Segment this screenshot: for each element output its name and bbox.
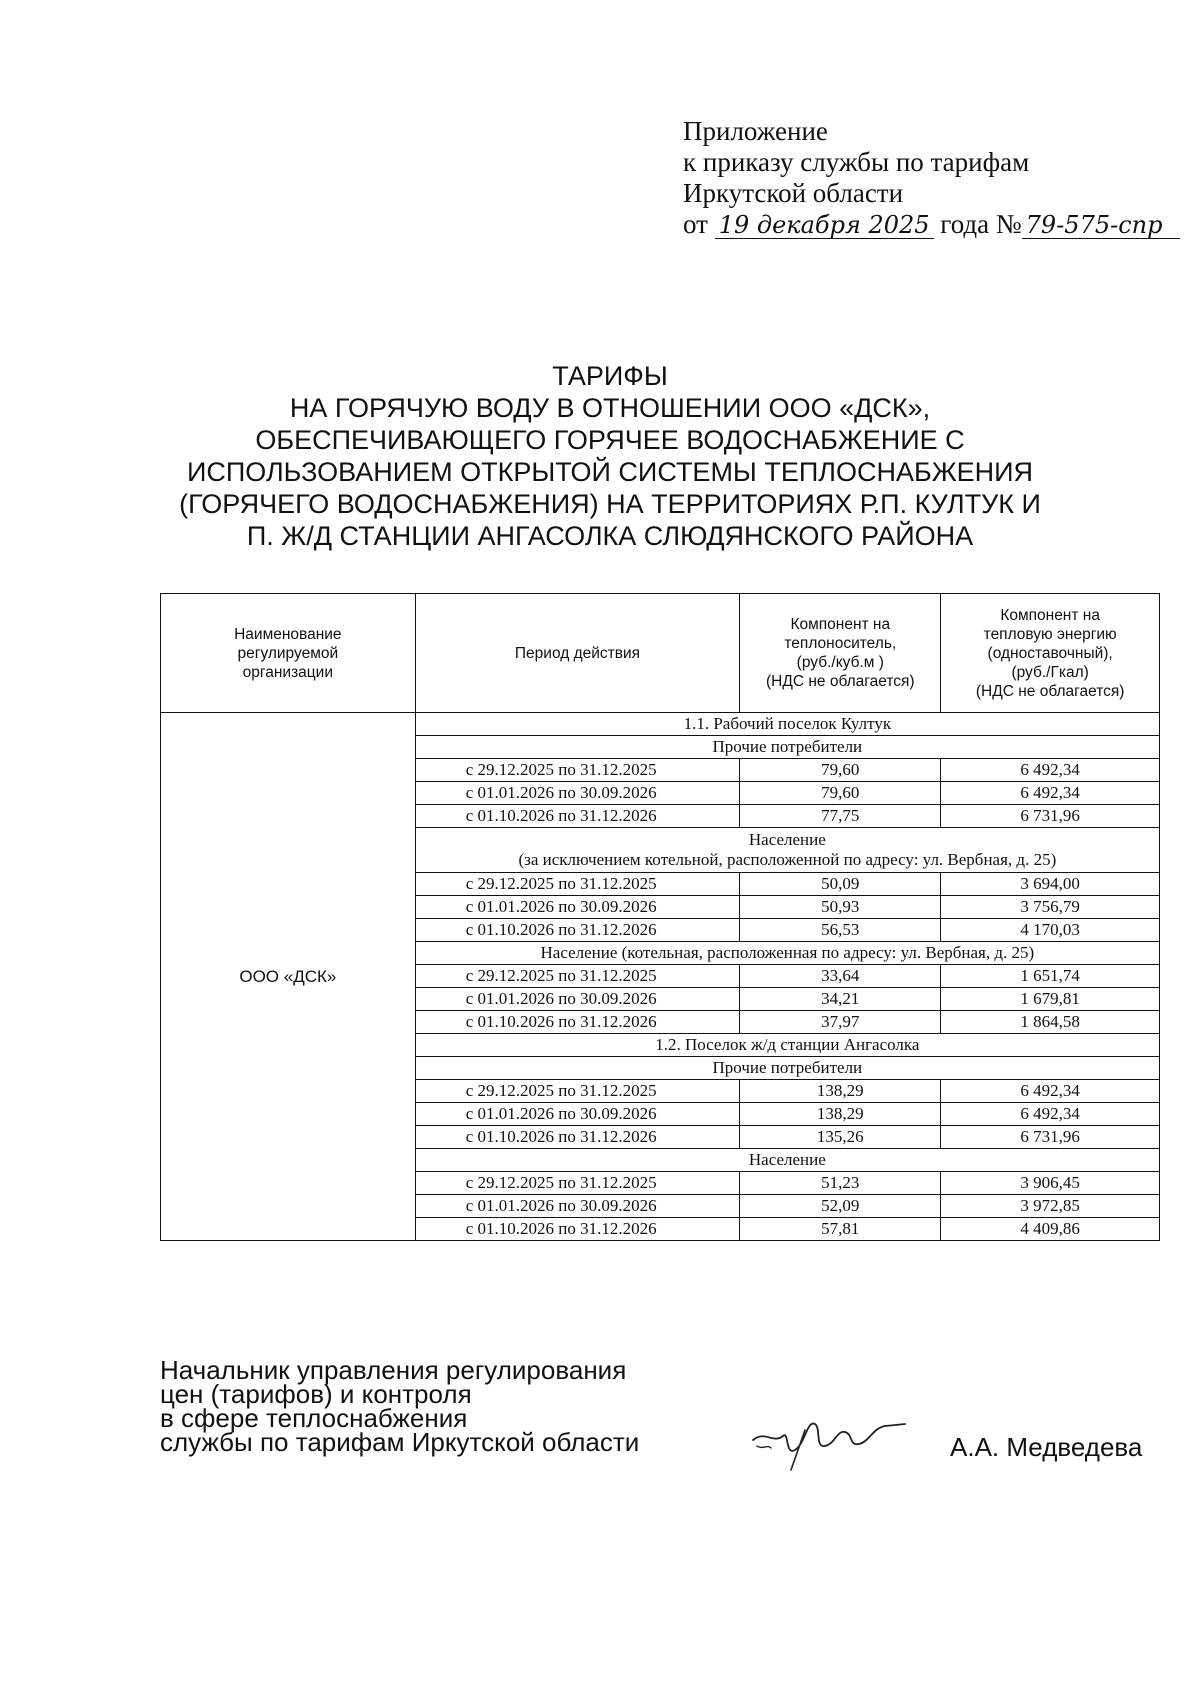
- coolant-cell: 77,75: [740, 805, 941, 828]
- header-period: Период действия: [415, 594, 740, 713]
- period-cell: с 01.01.2026 по 30.09.2026: [415, 782, 740, 805]
- energy-cell: 6 492,34: [941, 1103, 1160, 1126]
- coolant-cell: 52,09: [740, 1195, 941, 1218]
- energy-cell: 3 694,00: [941, 873, 1160, 896]
- period-cell: с 29.12.2025 по 31.12.2025: [415, 1172, 740, 1195]
- period-cell: с 01.10.2026 по 31.12.2026: [415, 1011, 740, 1034]
- section-heading-line: (за исключением котельной, расположенной по адресу: ул. Вербная, д. 25): [518, 850, 1057, 869]
- appendix-line-2: к приказу службы по тарифам: [683, 147, 1030, 177]
- appendix-block: [683, 116, 1180, 240]
- title-line-3: ОБЕСПЕЧИВАЮЩЕГО ГОРЯЧЕЕ ВОДОСНАБЖЕНИЕ С: [255, 425, 965, 455]
- energy-cell: 1 651,74: [941, 965, 1160, 988]
- handwritten-date: 19 декабря 2025: [715, 212, 934, 239]
- section-heading: Прочие потребители: [415, 736, 1159, 759]
- org-name-cell: ООО «ДСК»: [161, 713, 416, 1241]
- period-cell: с 01.10.2026 по 31.12.2026: [415, 919, 740, 942]
- period-cell: с 01.10.2026 по 31.12.2026: [415, 1126, 740, 1149]
- coolant-cell: 34,21: [740, 988, 941, 1011]
- title-line-6: П. Ж/Д СТАНЦИИ АНГАСОЛКА СЛЮДЯНСКОГО РАЙОНА: [246, 521, 974, 551]
- energy-cell: 3 972,85: [941, 1195, 1160, 1218]
- energy-cell: 6 492,34: [941, 759, 1160, 782]
- coolant-cell: 57,81: [740, 1218, 941, 1241]
- coolant-cell: 56,53: [740, 919, 941, 942]
- signatory-position: [160, 1355, 640, 1457]
- position-line: в сфере теплоснабжения: [160, 1403, 468, 1433]
- period-cell: с 01.01.2026 по 30.09.2026: [415, 988, 740, 1011]
- appendix-order-line: [683, 209, 1180, 240]
- coolant-cell: 79,60: [740, 782, 941, 805]
- section-heading-line: Население: [748, 830, 826, 849]
- energy-cell: 1 679,81: [941, 988, 1160, 1011]
- coolant-cell: 135,26: [740, 1126, 941, 1149]
- energy-cell: 6 492,34: [941, 782, 1160, 805]
- period-cell: с 01.01.2026 по 30.09.2026: [415, 1195, 740, 1218]
- tariffs-table: [160, 593, 1160, 1241]
- signer-name: А.А. Медведева: [950, 1432, 1143, 1462]
- coolant-cell: 138,29: [740, 1080, 941, 1103]
- title-line-4: ИСПОЛЬЗОВАНИЕМ ОТКРЫТОЙ СИСТЕМЫ ТЕПЛОСНАБЖЕНИЯ: [186, 457, 1034, 487]
- handwritten-order-number: 79-575-спр: [1022, 212, 1180, 239]
- table-header-row: [161, 594, 1160, 713]
- date-prefix: от: [683, 209, 708, 239]
- coolant-cell: 50,93: [740, 896, 941, 919]
- header-coolant: Компонент на теплоноситель, (руб./куб.м ) (НДС не облагается): [740, 594, 941, 713]
- energy-cell: 3 906,45: [941, 1172, 1160, 1195]
- period-cell: с 29.12.2025 по 31.12.2025: [415, 1080, 740, 1103]
- section-heading: Прочие потребители: [415, 1057, 1159, 1080]
- energy-cell: 4 409,86: [941, 1218, 1160, 1241]
- period-cell: с 01.01.2026 по 30.09.2026: [415, 896, 740, 919]
- period-cell: с 01.10.2026 по 31.12.2026: [415, 805, 740, 828]
- title-line-5: (ГОРЯЧЕГО ВОДОСНАБЖЕНИЯ) НА ТЕРРИТОРИЯХ Р.П. КУЛТУК И: [179, 489, 1041, 519]
- title-line-1: ТАРИФЫ: [552, 361, 668, 391]
- section-heading: 1.2. Поселок ж/д станции Ангасолка: [415, 1034, 1159, 1057]
- header-org: Наименование регулируемой организации: [161, 594, 416, 713]
- section-heading: [415, 828, 1159, 873]
- energy-cell: 4 170,03: [941, 919, 1160, 942]
- position-line: службы по тарифам Иркутской области: [160, 1427, 640, 1457]
- year-word: года №: [940, 209, 1022, 239]
- document-title: [110, 360, 1110, 552]
- period-cell: с 29.12.2025 по 31.12.2025: [415, 759, 740, 782]
- appendix-line-3: Иркутской области: [683, 178, 904, 208]
- energy-cell: 6 731,96: [941, 1126, 1160, 1149]
- handwritten-signature: [745, 1400, 915, 1480]
- energy-cell: 6 492,34: [941, 1080, 1160, 1103]
- table-body: [161, 713, 1160, 1241]
- section-heading: 1.1. Рабочий поселок Култук: [415, 713, 1159, 736]
- section-row: [161, 713, 1160, 736]
- appendix-line-1: Приложение: [683, 116, 828, 146]
- coolant-cell: 138,29: [740, 1103, 941, 1126]
- coolant-cell: 79,60: [740, 759, 941, 782]
- header-energy: Компонент на тепловую энергию (одноставочный), (руб./Гкал) (НДС не облагается): [941, 594, 1160, 713]
- period-cell: с 29.12.2025 по 31.12.2025: [415, 965, 740, 988]
- coolant-cell: 37,97: [740, 1011, 941, 1034]
- position-line: Начальник управления регулирования: [160, 1355, 627, 1385]
- energy-cell: 6 731,96: [941, 805, 1160, 828]
- section-heading: Население: [415, 1149, 1159, 1172]
- coolant-cell: 51,23: [740, 1172, 941, 1195]
- position-line: цен (тарифов) и контроля: [160, 1379, 472, 1409]
- coolant-cell: 50,09: [740, 873, 941, 896]
- title-line-2: НА ГОРЯЧУЮ ВОДУ В ОТНОШЕНИИ ООО «ДСК»,: [289, 393, 931, 423]
- period-cell: с 01.10.2026 по 31.12.2026: [415, 1218, 740, 1241]
- energy-cell: 1 864,58: [941, 1011, 1160, 1034]
- coolant-cell: 33,64: [740, 965, 941, 988]
- energy-cell: 3 756,79: [941, 896, 1160, 919]
- period-cell: с 01.01.2026 по 30.09.2026: [415, 1103, 740, 1126]
- period-cell: с 29.12.2025 по 31.12.2025: [415, 873, 740, 896]
- section-heading: Население (котельная, расположенная по адресу: ул. Вербная, д. 25): [415, 942, 1159, 965]
